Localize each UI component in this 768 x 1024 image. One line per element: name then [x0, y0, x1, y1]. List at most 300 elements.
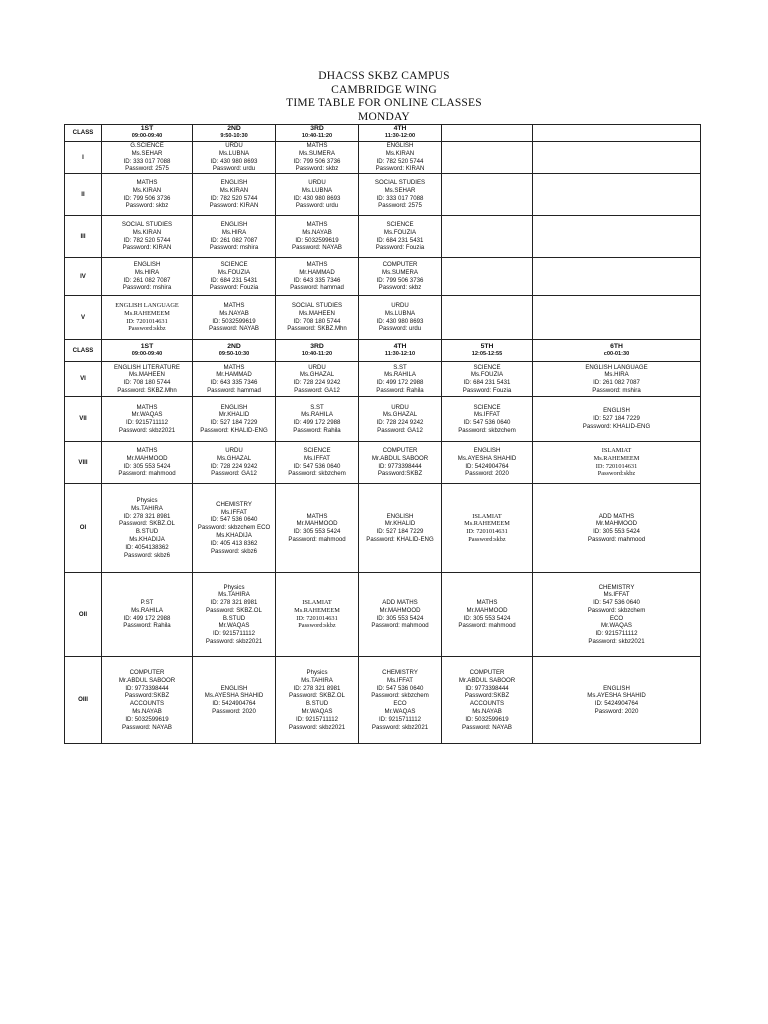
cell-line: Password: KIRAN [375, 165, 425, 173]
empty-cell [533, 125, 701, 142]
cell-line: CHEMISTRY [216, 500, 252, 508]
class-label: II [65, 174, 102, 216]
cell-line: ADD MATHS [382, 599, 418, 607]
cell-line: Password: skbzchem [288, 470, 346, 478]
schedule-cell [102, 397, 193, 442]
cell-line: Ms.AYESHA SHAHID [587, 692, 646, 700]
cell-line: Password: hammad [290, 284, 344, 292]
cell-line: MATHS [136, 179, 158, 187]
cell-line: Ms.GHAZAL [299, 371, 335, 379]
cell-line: Password: skbz6 [210, 547, 258, 555]
cell-line: Password: NAYAB [462, 723, 512, 731]
cell-line: MATHS [476, 599, 498, 607]
cell-line: S.ST [310, 403, 324, 411]
schedule-cell [359, 258, 442, 296]
cell-line: ID: 9215711112 [125, 419, 168, 427]
cell-line: Password: skbz2021 [588, 638, 645, 646]
cell-line: P.ST [140, 599, 154, 607]
cell-line: Mr.ABDUL SABOOR [371, 454, 429, 462]
period-time: 11:30-12:00 [384, 133, 416, 139]
class-header: CLASS [65, 340, 102, 362]
cell-line: ID: 684 231 5431 [376, 236, 424, 244]
cell-line: Password:skbz [128, 325, 166, 333]
schedule-cell [102, 573, 193, 657]
cell-line: Mr.MAHMOOD [126, 454, 168, 462]
cell-line: Ms.FOUZIA [217, 268, 251, 276]
cell-line: Password: SKBZ.Mhn [287, 325, 347, 333]
cell-line: ID: 799 506 3736 [123, 194, 171, 202]
cell-line: MATHS [136, 403, 158, 411]
cell-line: ID: 9215711112 [595, 630, 638, 638]
cell-line: ISLAMIAT [472, 512, 502, 520]
cell-line: CHEMISTRY [598, 583, 635, 591]
cell-line: Ms.TAHIRA [131, 504, 163, 512]
period-header [276, 125, 359, 142]
cell-line: ID: 278 321 8981 [293, 684, 341, 692]
period-header [276, 340, 359, 362]
class-header: CLASS [65, 125, 102, 142]
cell-line: Password: KHALID-ENG [582, 423, 651, 431]
cell-line: MATHS [306, 221, 328, 229]
cell-line: ID: 261 082 7087 [210, 236, 258, 244]
schedule-cell [102, 296, 193, 340]
table-row [65, 573, 701, 657]
cell-line: ECO [609, 614, 624, 622]
schedule-cell [442, 573, 533, 657]
cell-line: ID: 5032599619 [465, 715, 509, 723]
cell-line: Ms.NAYAB [219, 309, 249, 317]
cell-line: Ms.AYESHA SHAHID [457, 454, 517, 462]
cell-line: Ms.HIRA [604, 371, 629, 379]
cell-line: Password: Rahila [123, 622, 171, 630]
schedule-cell [193, 397, 276, 442]
cell-line: URDU [308, 179, 326, 187]
schedule-cell [442, 362, 533, 397]
cell-line: SCIENCE [473, 403, 501, 411]
class-label: I [65, 142, 102, 174]
wing-title: CAMBRIDGE WING [331, 83, 437, 96]
cell-line: B.STUD [305, 700, 329, 708]
cell-line: Ms.KIRAN [132, 186, 162, 194]
cell-line: Mr.WAQAS [301, 707, 333, 715]
cell-line: Password: Fouzia [375, 244, 425, 252]
cell-line: ID: 278 321 8981 [210, 599, 258, 607]
cell-line: Ms.RAHILA [384, 371, 416, 379]
table-row [65, 216, 701, 258]
cell-line: ID: 305 553 5424 [123, 462, 171, 470]
cell-line: ID: 9773398444 [465, 684, 509, 692]
cell-line: ID: 305 553 5424 [293, 528, 341, 536]
table-row [65, 296, 701, 340]
cell-line: ID: 305 553 5424 [463, 614, 511, 622]
cell-line: ID: 261 082 7087 [593, 379, 640, 387]
table-row [65, 362, 701, 397]
schedule-cell [359, 573, 442, 657]
cell-line: MATHS [306, 142, 328, 149]
cell-line: ENGLISH LITERATURE [114, 363, 180, 371]
cell-line: ISLAMIAT [601, 447, 632, 455]
cell-line: CHEMISTRY [382, 669, 418, 676]
schedule-cell [359, 174, 442, 216]
period-header [359, 125, 442, 142]
cell-line: Ms.KIRAN [132, 228, 162, 236]
empty-cell [442, 258, 533, 296]
cell-line: ENGLISH [473, 447, 501, 455]
cell-line: Password: Rahila [376, 386, 424, 394]
schedule-cell [442, 657, 533, 744]
cell-line: ID: 9215711112 [212, 630, 255, 638]
cell-line: ID: 643 335 7346 [293, 276, 341, 284]
schedule-cell [533, 362, 701, 397]
cell-line: Ms.LUBNA [384, 309, 416, 317]
cell-line: ID: 333 017 7088 [376, 194, 424, 202]
empty-cell [533, 174, 701, 216]
period-header [102, 340, 193, 362]
period-header [533, 340, 701, 362]
cell-line: SCIENCE [386, 221, 414, 229]
cell-line: Mr.WAQAS [131, 411, 163, 419]
cell-line: Password: NAYAB [292, 244, 342, 252]
period-header [442, 340, 533, 362]
cell-line: ACCOUNTS [469, 700, 505, 708]
cell-line: Password: skbz [378, 284, 422, 292]
cell-line: URDU [225, 447, 243, 455]
cell-line: Password: Rahila [293, 426, 341, 434]
period-time: 10:40-11:20 [301, 350, 333, 357]
cell-line: ID: 5032599619 [212, 317, 256, 325]
cell-line: ID: 333 017 7088 [123, 157, 171, 165]
cell-line: ID: 782 520 5744 [123, 236, 171, 244]
cell-line: ID: 9773398444 [125, 684, 169, 692]
schedule-cell [193, 296, 276, 340]
cell-line: ID: 728 224 9242 [293, 379, 341, 387]
cell-line: ENGLISH [386, 142, 414, 149]
empty-cell [533, 216, 701, 258]
cell-line: ECO [393, 700, 407, 708]
cell-line: Ms.LUBNA [218, 149, 250, 157]
campus-title: DHACSS SKBZ CAMPUS [318, 70, 450, 82]
schedule-cell [533, 657, 701, 744]
cell-line: ID: 9215711112 [295, 715, 338, 723]
cell-line: ID: 782 520 5744 [376, 157, 424, 165]
cell-line: Ms.SEHAR [384, 186, 416, 194]
cell-line: Physics [306, 669, 328, 676]
class-label: VI [65, 362, 102, 397]
cell-line: Ms.NAYAB [472, 707, 502, 715]
timetable [64, 124, 701, 744]
cell-line: MATHS [223, 363, 245, 371]
cell-line: Password: mahmood [118, 470, 176, 478]
cell-line: ENGLISH [133, 261, 161, 269]
cell-line: ID: 547 536 0640 [293, 462, 341, 470]
cell-line: Ms.MAHEEN [129, 371, 165, 379]
cell-line: ID: 430 980 8693 [293, 194, 341, 202]
cell-line: Mr.WAQAS [218, 622, 250, 630]
schedule-cell [359, 216, 442, 258]
cell-line: Password: Fouzia [462, 386, 512, 394]
schedule-cell [359, 484, 442, 573]
period-header [359, 340, 442, 362]
cell-line: ID: 708 180 5744 [123, 379, 171, 387]
period-time: 11:30-12:10 [384, 350, 416, 357]
cell-line: Password: KIRAN [122, 244, 172, 252]
cell-line: Ms.SEHAR [131, 149, 163, 157]
schedule-cell [193, 258, 276, 296]
cell-line: ID: 4054138362 [125, 543, 169, 551]
cell-line: ID: 527 184 7229 [593, 415, 640, 423]
period-number: 4TH [393, 342, 407, 350]
cell-line: Password: urdu [378, 325, 422, 333]
cell-line: S.ST [393, 363, 407, 371]
cell-line: ID: 782 520 5744 [210, 194, 258, 202]
cell-line: Ms.RAHEMEEM [124, 309, 170, 317]
schedule-cell [276, 397, 359, 442]
schedule-cell [193, 442, 276, 484]
cell-line: Password: 2020 [594, 707, 639, 715]
cell-line: SCIENCE [220, 261, 248, 269]
cell-line: ACCOUNTS [129, 700, 165, 708]
cell-line: COMPUTER [469, 669, 505, 676]
cell-line: Password:skbz [597, 470, 636, 478]
cell-line: Password: skbzchem [587, 606, 646, 614]
cell-line: Password: GA12 [211, 470, 257, 478]
empty-cell [442, 174, 533, 216]
schedule-cell [193, 657, 276, 744]
cell-line: ID: 305 553 5424 [593, 528, 640, 536]
cell-line: Physics [223, 583, 245, 591]
cell-line: Ms.HIRA [134, 268, 160, 276]
schedule-cell [193, 142, 276, 174]
cell-line: Ms.SUMERA [382, 268, 418, 276]
class-label: OIII [65, 657, 102, 744]
cell-line: Password: skbz2021 [118, 426, 176, 434]
period-time: c00-01:30 [603, 350, 630, 357]
period-time: 09:50-10:30 [218, 350, 250, 357]
cell-line: ID: 728 224 9242 [376, 419, 424, 427]
cell-line: Password:SKBZ [377, 470, 423, 478]
cell-line: Ms.IFFAT [603, 591, 630, 599]
cell-line: ID: 547 536 0640 [593, 599, 640, 607]
cell-line: SCIENCE [303, 447, 331, 455]
cell-line: Password: skbz2021 [288, 723, 346, 731]
cell-line: Password:skbz [468, 535, 506, 543]
cell-line: ID: 527 184 7229 [210, 419, 258, 427]
cell-line: Ms.RAHILA [301, 411, 333, 419]
period-time: 12:05-12:55 [471, 350, 503, 357]
period-time: 10:40-11:20 [301, 133, 333, 139]
schedule-cell [102, 174, 193, 216]
cell-line: Mr.HAMMAD [216, 371, 252, 379]
cell-line: Mr.ABDUL SABOOR [458, 676, 516, 684]
cell-line: ID: 527 184 7229 [376, 528, 424, 536]
schedule-cell [102, 362, 193, 397]
period-number: 3RD [310, 125, 324, 133]
schedule-cell [359, 657, 442, 744]
cell-line: Password: skbzchem [458, 426, 516, 434]
bottom-header-row [65, 340, 701, 362]
cell-line: ID: 643 335 7346 [210, 379, 258, 387]
cell-line: ENGLISH LANGUAGE [585, 363, 648, 371]
cell-line: Ms.KIRAN [219, 186, 249, 194]
cell-line: Ms.FOUZIA [383, 228, 417, 236]
cell-line: URDU [308, 363, 326, 371]
cell-line: MATHS [223, 302, 245, 310]
cell-line: Password: 2020 [465, 470, 509, 478]
cell-line: ID: 278 321 8981 [123, 512, 171, 520]
cell-line: Ms.KIRAN [385, 149, 415, 157]
cell-line: Password: 2575 [125, 165, 169, 173]
cell-line: Ms.FOUZIA [470, 371, 504, 379]
table-row [65, 442, 701, 484]
cell-line: ENGLISH [603, 684, 630, 692]
cell-line: Password: mahmood [458, 622, 516, 630]
schedule-cell [359, 397, 442, 442]
cell-line: Password: hammad [207, 386, 261, 394]
empty-cell [442, 125, 533, 142]
cell-line: Ms.GHAZAL [216, 454, 252, 462]
cell-line: Password: urdu [212, 165, 256, 173]
cell-line: Ms.KHADIJA [129, 535, 165, 543]
day-title: MONDAY [358, 110, 410, 123]
schedule-cell [442, 484, 533, 573]
period-number: 5TH [480, 342, 494, 350]
cell-line: G.SCIENCE [130, 142, 164, 149]
cell-line: URDU [391, 302, 409, 310]
period-time: 09:00-09:40 [131, 133, 163, 139]
cell-line: MATHS [306, 512, 328, 520]
cell-line: ENGLISH [220, 684, 248, 692]
cell-line: ID: 499 172 2988 [293, 419, 341, 427]
cell-line: Ms.IFFAT [304, 454, 330, 462]
schedule-cell [359, 442, 442, 484]
cell-line: Password: KHALID-ENG [200, 426, 268, 434]
cell-line: ID: 7201014631 [126, 317, 168, 325]
cell-line: Password: 2020 [212, 707, 256, 715]
cell-line: Password: skbz2021 [371, 723, 429, 731]
cell-line: B.STUD [135, 528, 159, 536]
schedule-cell [276, 258, 359, 296]
period-number: 1ST [140, 342, 154, 350]
period-number: 1ST [140, 125, 154, 133]
timetable-header [0, 70, 768, 124]
cell-line: ID: 261 082 7087 [123, 276, 171, 284]
cell-line: Mr.HAMMAD [299, 268, 335, 276]
cell-line: Password: mshira [122, 284, 172, 292]
cell-line: Mr.KHALID [384, 520, 416, 528]
schedule-cell [102, 657, 193, 744]
cell-line: SOCIAL STUDIES [121, 221, 173, 229]
cell-line: ID: 9215711112 [378, 715, 421, 723]
cell-line: Mr.WAQAS [601, 622, 632, 630]
cell-line: Password: skbz [295, 165, 339, 173]
cell-line: ENGLISH [386, 512, 414, 520]
cell-line: ID: 547 536 0640 [463, 419, 511, 427]
table-row [65, 484, 701, 573]
cell-line: Ms.NAYAB [132, 707, 162, 715]
schedule-cell [276, 216, 359, 258]
schedule-cell [276, 442, 359, 484]
cell-line: Ms.NAYAB [302, 228, 332, 236]
cell-line: SCIENCE [473, 363, 501, 371]
cell-line: ID: 5032599619 [125, 715, 169, 723]
cell-line: ID: 5424904764 [465, 462, 509, 470]
cell-line: ID: 499 172 2988 [376, 379, 424, 387]
class-label: IV [65, 258, 102, 296]
cell-line: Password: KHALID-ENG [366, 535, 434, 543]
schedule-cell [276, 174, 359, 216]
schedule-cell [276, 484, 359, 573]
cell-line: URDU [225, 142, 243, 149]
schedule-cell [442, 442, 533, 484]
cell-line: Ms.HIRA [221, 228, 247, 236]
cell-line: B.STUD [222, 614, 246, 622]
schedule-cell [193, 573, 276, 657]
cell-line: Mr.MAHMOOD [466, 606, 508, 614]
cell-line: ID: 799 506 3736 [376, 276, 424, 284]
schedule-cell [533, 573, 701, 657]
cell-line: Ms.GHAZAL [382, 411, 418, 419]
cell-line: Ms.IFFAT [221, 508, 247, 516]
empty-cell [442, 216, 533, 258]
table-row [65, 657, 701, 744]
class-label: V [65, 296, 102, 340]
schedule-cell [193, 216, 276, 258]
cell-line: SOCIAL STUDIES [374, 179, 426, 187]
schedule-cell [193, 174, 276, 216]
cell-line: Ms.LUBNA [301, 186, 333, 194]
table-row [65, 258, 701, 296]
schedule-cell [276, 142, 359, 174]
cell-line: Ms.AYESHA SHAHID [204, 692, 264, 700]
class-label: OI [65, 484, 102, 573]
cell-line: SOCIAL STUDIES [291, 302, 343, 310]
cell-line: ID: 7201014631 [595, 462, 638, 470]
period-number: 6TH [610, 342, 623, 350]
cell-line: Ms.RAHEMEEM [593, 454, 640, 462]
cell-line: ID: 684 231 5431 [463, 379, 511, 387]
schedule-cell [276, 573, 359, 657]
cell-line: Mr.KHALID [218, 411, 250, 419]
cell-line: Password: SKBZ.OL [119, 520, 175, 528]
timetable-title: TIME TABLE FOR ONLINE CLASSES [286, 97, 482, 109]
schedule-cell [359, 362, 442, 397]
cell-line: MATHS [136, 447, 158, 455]
cell-line: ID: 7201014631 [466, 528, 508, 536]
cell-line: ID: 547 536 0640 [376, 684, 424, 692]
cell-line: Password: skbz [125, 202, 169, 210]
cell-line: ENGLISH [220, 403, 248, 411]
period-number: 2ND [227, 342, 241, 350]
cell-line: Password: SKBZ.OL [206, 606, 262, 614]
cell-line: Ms.IFFAT [474, 411, 500, 419]
cell-line: ID: 547 536 0640 [210, 516, 258, 524]
schedule-cell [442, 397, 533, 442]
cell-line: Mr.MAHMOOD [296, 520, 338, 528]
cell-line: Password: urdu [295, 202, 339, 210]
schedule-cell [102, 216, 193, 258]
cell-line: ID: 799 506 3736 [293, 157, 341, 165]
schedule-cell [533, 397, 701, 442]
cell-line: Password: 2575 [378, 202, 422, 210]
cell-line: Password: SKBZ.Mhn [117, 386, 177, 394]
cell-line: Password:SKBZ [124, 692, 170, 700]
cell-line: Ms.RAHEMEEM [464, 520, 510, 528]
cell-line: Password: skbzchem ECO [197, 524, 271, 532]
cell-line: Password: SKBZ.OL [289, 692, 345, 700]
cell-line: COMPUTER [382, 261, 418, 269]
cell-line: Password: mshira [209, 244, 259, 252]
cell-line: ADD MATHS [598, 512, 635, 520]
